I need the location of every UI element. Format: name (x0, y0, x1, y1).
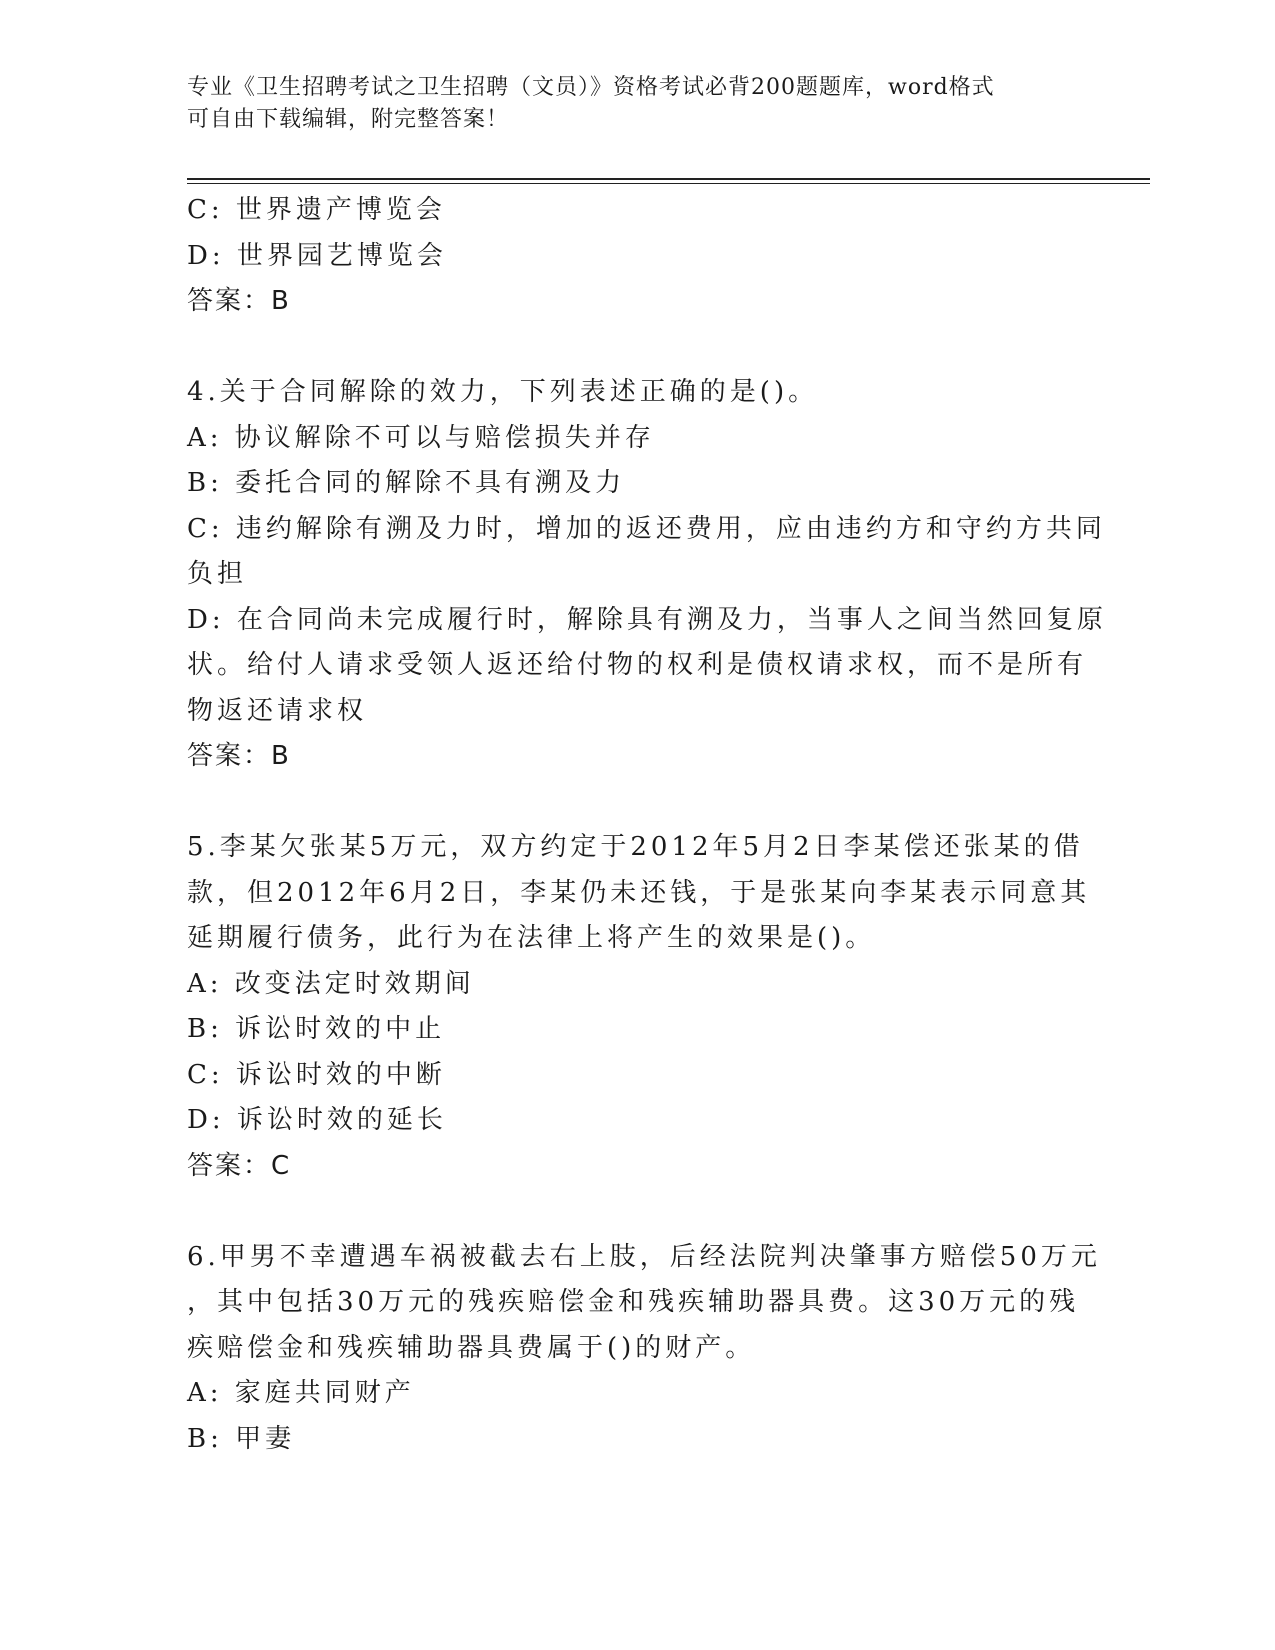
q4-option-d-line-3: 物返还请求权 (187, 695, 368, 726)
q4-option-a: A: 协议解除不可以与赔偿损失并存 (187, 422, 655, 453)
q5-stem-line-1: 5.李某欠张某5万元，双方约定于2012年5月2日李某偿还张某的借 (187, 832, 1084, 862)
q6-stem-line-1: 6.甲男不幸遭遇车祸被截去右上肢，后经法院判决肇事方赔偿50万元 (187, 1241, 1101, 1272)
header-rule-thin (187, 183, 1150, 184)
document-body (187, 188, 1107, 1462)
document-header (187, 72, 1067, 136)
q6-stem-line-3: 疾赔偿金和残疾辅助器具费属于()的财产。 (187, 1332, 756, 1363)
prev-option-c: C: 世界遗产博览会 (187, 195, 446, 225)
q5-option-c: C: 诉讼时效的中断 (187, 1059, 446, 1090)
q4-stem: 4.关于合同解除的效力，下列表述正确的是()。 (187, 377, 819, 407)
spacer (187, 325, 1067, 371)
spacer (187, 1189, 1067, 1235)
q5-option-a: A: 改变法定时效期间 (187, 968, 475, 999)
q4-option-c-line-1: C: 违约解除有溯及力时，增加的返还费用，应由违约方和守约方共同 (187, 513, 1106, 544)
q6-stem-line-2: ，其中包括30万元的残疾赔偿金和残疾辅助器具费。这30万元的残 (187, 1287, 1080, 1317)
header-line-2: 可自由下载编辑，附完整答案！ (187, 107, 510, 132)
header-rule-thick (187, 178, 1150, 180)
q4-option-d-line-2: 状。给付人请求受领人返还给付物的权利是债权请求权，而不是所有 (187, 650, 1088, 680)
header-line-1: 专业《卫生招聘考试之卫生招聘（文员）》资格考试必背200题题库，word格式 (187, 75, 995, 100)
q5-option-d: D: 诉讼时效的延长 (187, 1105, 447, 1135)
q4-option-d-line-1: D: 在合同尚未完成履行时，解除具有溯及力，当事人之间当然回复原 (187, 604, 1107, 635)
prev-answer: 答案：B (187, 286, 291, 316)
q4-option-c-line-2: 负担 (187, 559, 248, 589)
spacer (187, 780, 1067, 826)
q5-stem-line-3: 延期履行债务，此行为在法律上将产生的效果是()。 (187, 923, 876, 953)
q5-option-b: B: 诉讼时效的中止 (187, 1014, 446, 1044)
q6-option-b: B: 甲妻 (187, 1423, 296, 1454)
q6-option-a: A: 家庭共同财产 (187, 1378, 415, 1408)
q4-option-b: B: 委托合同的解除不具有溯及力 (187, 468, 626, 498)
q5-answer: 答案：C (187, 1150, 292, 1181)
prev-option-d: D: 世界园艺博览会 (187, 240, 447, 271)
q4-answer: 答案：B (187, 741, 291, 771)
q5-stem-line-2: 款，但2012年6月2日，李某仍未还钱，于是张某向李某表示同意其 (187, 877, 1091, 908)
